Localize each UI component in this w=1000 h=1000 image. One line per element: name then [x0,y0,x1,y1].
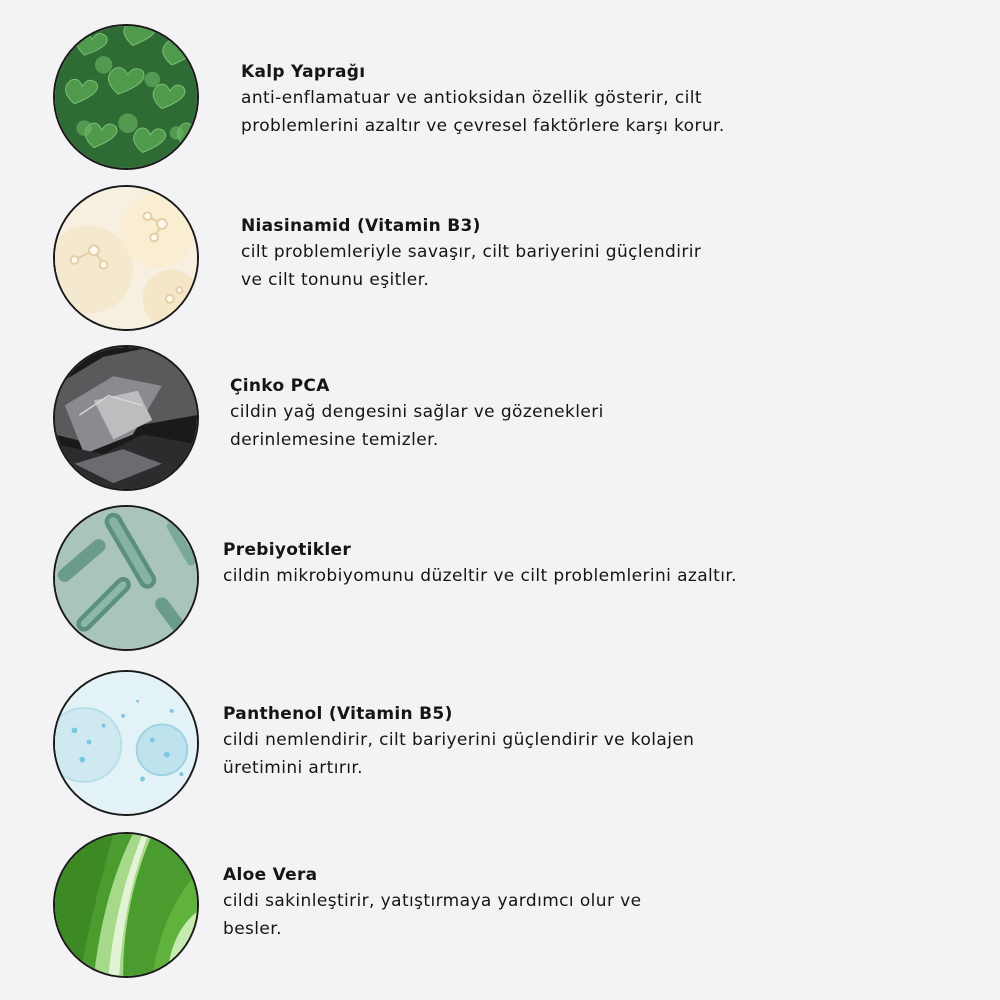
description-line: cildin yağ dengesini sağlar ve gözenekleri [230,402,604,422]
description-line: ve cilt tonunu eşitler. [241,270,430,290]
panthenol-droplet-image [53,670,199,816]
description-line: cildi nemlendirir, cilt bariyerini güçlendirir ve kolajen [223,730,695,750]
description-line: problemlerini azaltır ve çevresel faktörlere karşı korur. [241,116,725,136]
ingredient-title: Prebiyotikler [223,540,352,560]
description-line: üretimini artırır. [223,758,363,778]
description-line: cilt problemleriyle savaşır, cilt bariyerini güçlendirir [241,242,702,262]
description-line: besler. [223,919,282,939]
description-line: derinlemesine temizler. [230,430,439,450]
ingredient-title: Kalp Yaprağı [241,62,366,82]
zinc-mineral-image [53,345,199,491]
ingredient-title: Panthenol (Vitamin B5) [223,704,453,724]
ingredient-description [223,887,641,943]
ingredient-description [223,562,737,590]
ingredient-description [230,398,604,454]
ingredient-description [223,726,694,782]
niacinamide-molecule-image [53,185,199,331]
description-line: cildi sakinleştirir, yatıştırmaya yardımcı olur ve [223,891,642,911]
ingredient-description [241,84,725,140]
heart-leaf-image [53,24,199,170]
description-line: cildin mikrobiyomunu düzeltir ve cilt problemlerini azaltır. [223,566,737,586]
prebiotic-bacteria-image [53,505,199,651]
ingredient-description [241,238,701,294]
description-line: anti-enflamatuar ve antioksidan özellik gösterir, cilt [241,88,702,108]
aloe-vera-image [53,832,199,978]
ingredient-title: Niasinamid (Vitamin B3) [241,216,481,236]
ingredient-title: Çinko PCA [230,376,330,396]
ingredient-title: Aloe Vera [223,865,318,885]
